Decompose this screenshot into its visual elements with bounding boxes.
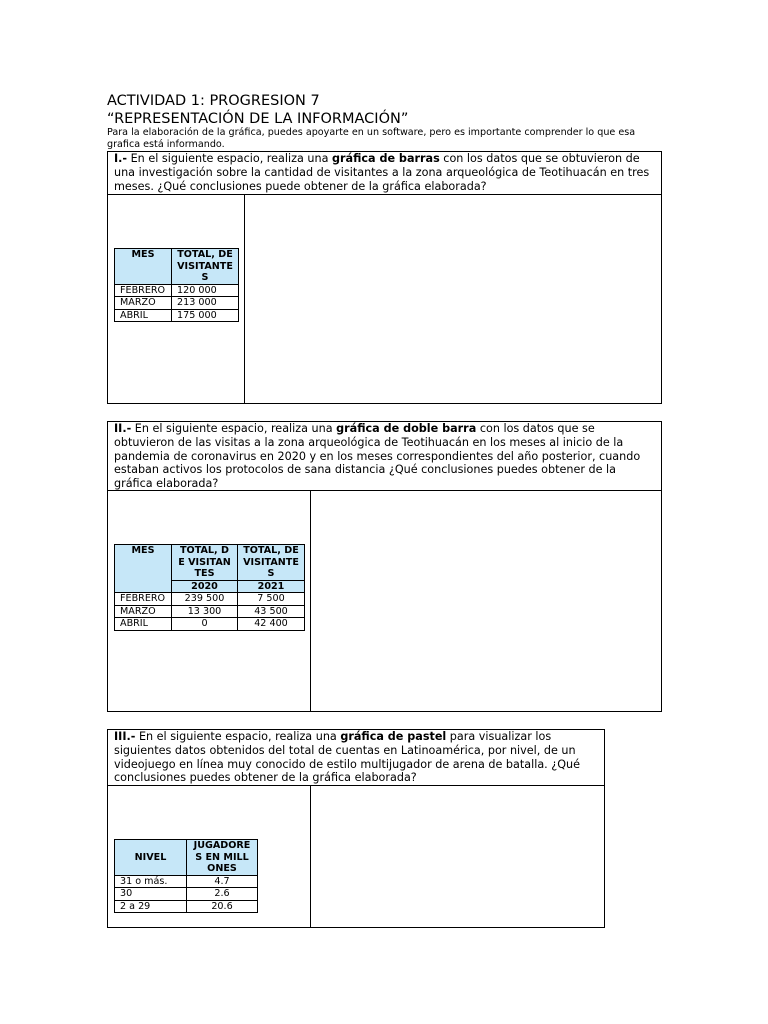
- table-row: 2 a 29 20.6: [115, 900, 258, 913]
- table-row: 30 2.6: [115, 888, 258, 901]
- header-year-2021: 2021: [238, 580, 305, 593]
- activity-subtitle: “REPRESENTACIÓN DE LA INFORMACIÓN”: [107, 111, 409, 127]
- section-1-number: I.-: [114, 152, 128, 165]
- table-header-row: [115, 249, 239, 285]
- table-row: ABRIL 0 42 400: [115, 618, 305, 631]
- activity-title: ACTIVIDAD 1: PROGRESION 7: [107, 93, 320, 109]
- header-mes: MES: [115, 249, 172, 285]
- section-1-chart-type: gráfica de barras: [332, 152, 440, 165]
- section-2-table: [114, 544, 305, 631]
- header-jugadores: JUGADORES EN MILLONES: [187, 840, 258, 876]
- section-1-instructions: I.- En el siguiente espacio, realiza una gráfica de barras con los datos que se obtuvieron de una investigación sobre la cantidad de visitantes a la zona arqueológica de Teotihuacán en tres meses. ¿Qué conclusiones puede obtener de la gráfica elaborada?: [108, 152, 661, 195]
- section-3-divider: [310, 785, 311, 928]
- header-total-2020: TOTAL, DE VISITANTES: [172, 545, 238, 581]
- section-1-table: [114, 248, 239, 322]
- section-3-chart-type: gráfica de pastel: [340, 730, 447, 743]
- section-3-number: III.-: [114, 730, 136, 743]
- section-3-instructions: III.- En el siguiente espacio, realiza una gráfica de pastel para visualizar los siguientes datos obtenidos del total de cuentas en Latinoamérica, por nivel, de un videojuego en línea muy conocido de estilo multijugador de arena de batalla. ¿Qué conclusiones puedes obtener de la gráfica elaborada?: [108, 730, 604, 786]
- section-2-number: II.-: [114, 422, 132, 435]
- header-nivel: NIVEL: [115, 840, 187, 876]
- table-row: MARZO 213 000: [115, 297, 239, 310]
- section-1-divider: [244, 194, 245, 404]
- table-row: 31 o más. 4.7: [115, 875, 258, 888]
- section-2-box: [107, 421, 662, 712]
- table-row: FEBRERO 120 000: [115, 284, 239, 297]
- section-1-box: [107, 151, 662, 404]
- table-row: ABRIL 175 000: [115, 309, 239, 322]
- table-row: MARZO 13 300 43 500: [115, 605, 305, 618]
- table-row: FEBRERO 239 500 7 500: [115, 593, 305, 606]
- section-3-box: [107, 729, 605, 928]
- header-total-2021: TOTAL, DE VISITANTES: [238, 545, 305, 581]
- intro-text: Para la elaboración de la gráfica, puedes apoyarte en un software, pero es importante comprender lo que esa grafica está informando.: [107, 127, 636, 150]
- table-header-row: [115, 545, 305, 581]
- section-2-instructions: II.- En el siguiente espacio, realiza una gráfica de doble barra con los datos que se obtuvieron de las visitas a la zona arqueológica de Teotihuacán en los meses al inicio de la pandemia de coronavirus en 2020 y en los meses correspondientes del año posterior, cuando estaban activos los protocolos de sana distancia ¿Qué conclusiones puedes obtener de la gráfica elaborada?: [108, 422, 661, 491]
- section-2-chart-type: gráfica de doble barra: [336, 422, 477, 435]
- header-total: TOTAL, DE VISITANTES: [172, 249, 239, 285]
- section-3-table: [114, 839, 258, 913]
- header-mes: MES: [115, 545, 172, 593]
- section-2-divider: [310, 490, 311, 712]
- table-header-row: [115, 840, 258, 876]
- header-year-2020: 2020: [172, 580, 238, 593]
